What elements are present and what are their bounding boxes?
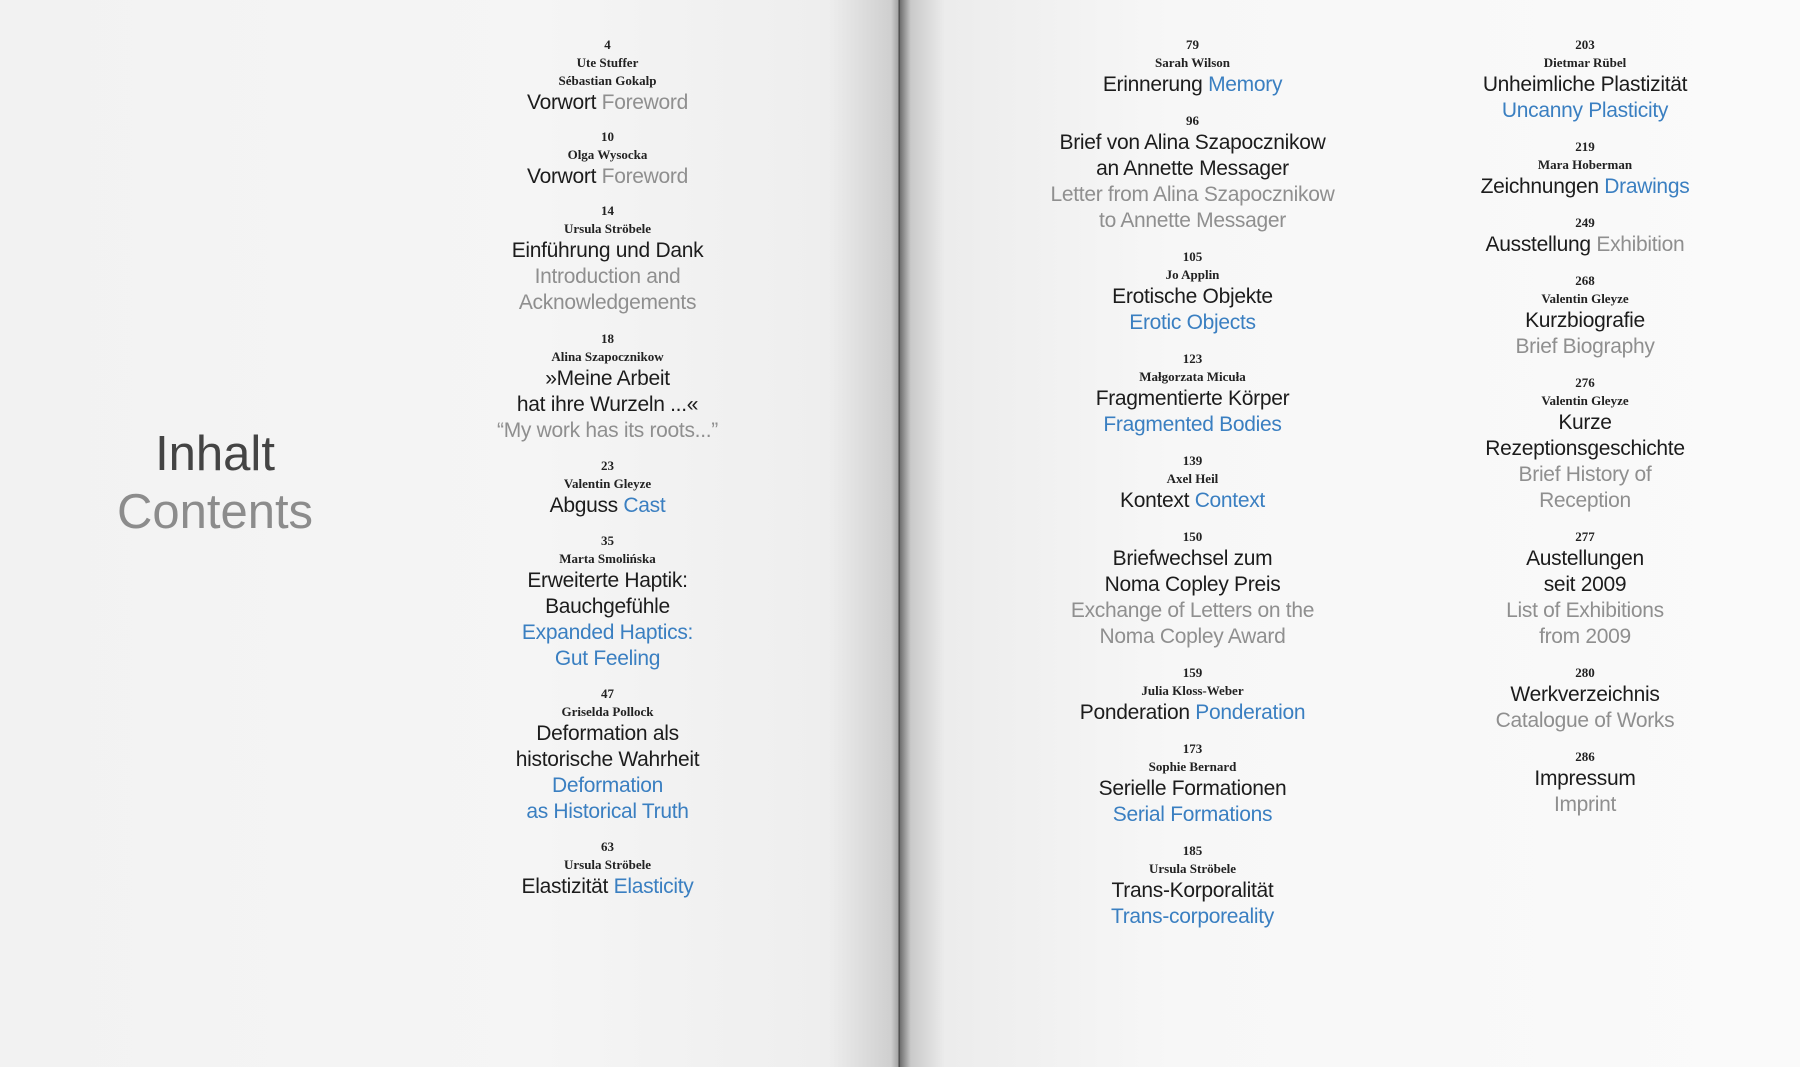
title-english: Fragmented Bodies <box>1103 413 1282 436</box>
page-number: 173 <box>1182 741 1203 756</box>
author-name: Marta Smolińska <box>559 551 656 566</box>
author-name: Valentin Gleyze <box>1541 291 1629 306</box>
toc-entry <box>465 36 750 116</box>
title-german: seit 2009 <box>1543 573 1627 596</box>
toc-entry <box>1015 248 1370 336</box>
page-number: 123 <box>1182 351 1203 366</box>
author-name: Ute Stuffer <box>576 55 639 70</box>
toc-entry <box>1445 272 1725 360</box>
page-number: 280 <box>1575 665 1595 680</box>
title-english: Exchange of Letters on the <box>1070 599 1315 622</box>
title-german: Unheimliche Plastizität <box>1482 73 1688 96</box>
title-english: Brief Biography <box>1515 335 1655 358</box>
title-german: Zeichnungen <box>1480 175 1599 198</box>
title-english: Foreword <box>601 165 688 188</box>
title-german: »Meine Arbeit <box>545 367 670 390</box>
author-name: Alina Szapocznikow <box>551 349 664 364</box>
title-german: Inhalt <box>155 427 275 481</box>
page-number: 150 <box>1182 529 1203 544</box>
author-name: Jo Applin <box>1165 267 1220 282</box>
entry-title-line <box>465 493 750 519</box>
title-german: Kontext <box>1120 489 1190 512</box>
toc-entry <box>1015 528 1370 650</box>
toc-entry <box>1015 452 1370 514</box>
page-number: 203 <box>1575 37 1595 52</box>
title-german: Brief von Alina Szapocznikow <box>1059 131 1326 154</box>
title-german: Werkverzeichnis <box>1510 683 1660 706</box>
toc-entry <box>1015 36 1370 98</box>
page-number: 18 <box>601 331 614 346</box>
author-name: Sébastian Gokalp <box>558 73 657 88</box>
title-german: Kurzbiografie <box>1525 309 1645 332</box>
title-english: Imprint <box>1553 793 1617 816</box>
title-english: List of Exhibitions <box>1506 599 1664 622</box>
title-german: Vorwort <box>527 91 597 114</box>
toc-entry <box>465 685 750 825</box>
title-german: Ausstellung <box>1485 233 1591 256</box>
title-german: Erweiterte Haptik: <box>527 569 688 592</box>
page-number: 14 <box>601 203 614 218</box>
author-name: Ursula Ströbele <box>1148 861 1237 876</box>
entry-title-line <box>465 164 750 190</box>
title-english: Exhibition <box>1596 233 1685 256</box>
toc-entry <box>1445 138 1725 200</box>
title-english: to Annette Messager <box>1099 209 1286 232</box>
author-name: Dietmar Rübel <box>1543 55 1627 70</box>
toc-entry <box>1445 664 1725 734</box>
page-number: 96 <box>1186 113 1199 128</box>
title-english: from 2009 <box>1539 625 1631 648</box>
title-german: Austellungen <box>1526 547 1644 570</box>
title-english: Memory <box>1208 73 1283 96</box>
entry-title-line <box>1015 488 1370 514</box>
title-english: Noma Copley Award <box>1099 625 1286 648</box>
title-english: Expanded Haptics: <box>521 621 694 644</box>
title-german: an Annette Messager <box>1096 157 1289 180</box>
toc-entry <box>1445 528 1725 650</box>
toc-entry <box>465 532 750 672</box>
author-name: Julia Kloss-Weber <box>1141 683 1244 698</box>
toc-entry <box>1015 842 1370 930</box>
title-english: Contents <box>116 485 314 539</box>
title-english: Letter from Alina Szapocznikow <box>1050 183 1335 206</box>
title-english: Introduction and <box>534 265 681 288</box>
author-name: Olga Wysocka <box>567 147 648 162</box>
toc-entry <box>1015 112 1370 234</box>
title-english: Gut Feeling <box>554 647 661 670</box>
toc-entry <box>465 330 750 444</box>
title-german: Impressum <box>1534 767 1636 790</box>
title-german: Vorwort <box>527 165 597 188</box>
title-german: Kurze <box>1558 411 1612 434</box>
author-name: Sarah Wilson <box>1154 55 1231 70</box>
title-english: Ponderation <box>1195 701 1306 724</box>
title-german: Einführung und Dank <box>511 239 704 262</box>
page-number: 249 <box>1575 215 1595 230</box>
title-english: Brief History of <box>1518 463 1652 486</box>
page-number: 159 <box>1182 665 1203 680</box>
title-english: Deformation <box>551 774 664 797</box>
title-german: Fragmentierte Körper <box>1095 387 1290 410</box>
title-english: Trans-corporeality <box>1110 905 1275 928</box>
page-number: 185 <box>1182 843 1203 858</box>
toc-entry <box>465 128 750 190</box>
page-number: 105 <box>1182 249 1203 264</box>
author-name: Ursula Ströbele <box>563 857 652 872</box>
title-english: as Historical Truth <box>526 800 689 823</box>
author-name: Małgorzata Micuła <box>1139 369 1246 384</box>
toc-column-3 <box>1445 36 1725 818</box>
author-name: Griselda Pollock <box>561 704 654 719</box>
title-german: historische Wahrheit <box>515 748 700 771</box>
toc-entry <box>1015 740 1370 828</box>
toc-entry <box>1445 36 1725 124</box>
page-number: 23 <box>601 458 614 473</box>
page-number: 63 <box>601 839 614 854</box>
page-number: 219 <box>1575 139 1595 154</box>
title-german: Abguss <box>549 494 618 517</box>
title-german: Rezeptionsgeschichte <box>1485 437 1685 460</box>
title-english: Reception <box>1539 489 1631 512</box>
page-number: 277 <box>1575 529 1595 544</box>
author-name: Valentin Gleyze <box>1541 393 1629 408</box>
title-german: Ponderation <box>1079 701 1190 724</box>
title-english: Context <box>1194 489 1265 512</box>
title-german: Briefwechsel zum <box>1112 547 1273 570</box>
entry-title-line <box>465 874 750 900</box>
entry-title-line <box>1015 700 1370 726</box>
page-number: 4 <box>604 37 611 52</box>
title-english: Catalogue of Works <box>1495 709 1675 732</box>
page-number: 268 <box>1575 273 1595 288</box>
author-name: Sophie Bernard <box>1148 759 1237 774</box>
title-german: Elastizität <box>521 875 609 898</box>
title-english: Foreword <box>601 91 688 114</box>
title-german: Deformation als <box>536 722 679 745</box>
contents-title <box>115 425 315 541</box>
author-name: Ursula Ströbele <box>563 221 652 236</box>
title-german: Erinnerung <box>1102 73 1203 96</box>
title-german: hat ihre Wurzeln ...« <box>516 393 699 416</box>
page-number: 47 <box>601 686 614 701</box>
toc-entry <box>1445 374 1725 514</box>
title-german: Noma Copley Preis <box>1104 573 1281 596</box>
title-english: Serial Formations <box>1112 803 1273 826</box>
entry-title-line <box>465 90 750 116</box>
page-number: 10 <box>601 129 614 144</box>
toc-entry <box>465 838 750 900</box>
toc-column-1 <box>465 36 750 900</box>
page-number: 139 <box>1182 453 1203 468</box>
author-name: Valentin Gleyze <box>563 476 652 491</box>
title-english: Acknowledgements <box>518 291 697 314</box>
title-german: Erotische Objekte <box>1112 285 1273 308</box>
entry-title-line <box>1445 232 1725 258</box>
title-english: Uncanny Plasticity <box>1501 99 1669 122</box>
title-german: Serielle Formationen <box>1098 777 1287 800</box>
title-english: Cast <box>623 494 666 517</box>
toc-entry <box>1015 664 1370 726</box>
page-number: 276 <box>1575 375 1595 390</box>
toc-column-2 <box>1015 36 1370 930</box>
toc-entry <box>1015 350 1370 438</box>
toc-entry <box>1445 748 1725 818</box>
toc-entry <box>465 457 750 519</box>
title-english: Drawings <box>1604 175 1690 198</box>
author-name: Mara Hoberman <box>1537 157 1633 172</box>
title-german: Trans-Korporalität <box>1111 879 1274 902</box>
title-english: Erotic Objects <box>1129 311 1256 334</box>
title-german: Bauchgefühle <box>545 595 670 618</box>
toc-entry <box>1445 214 1725 258</box>
toc-entry <box>465 202 750 316</box>
entry-title-line <box>1015 72 1370 98</box>
title-english: “My work has its roots...” <box>497 419 718 442</box>
page-number: 35 <box>601 533 614 548</box>
author-name: Axel Heil <box>1166 471 1219 486</box>
title-english: Elasticity <box>613 875 694 898</box>
page-number: 79 <box>1186 37 1199 52</box>
entry-title-line <box>1445 174 1725 200</box>
page-number: 286 <box>1575 749 1595 764</box>
